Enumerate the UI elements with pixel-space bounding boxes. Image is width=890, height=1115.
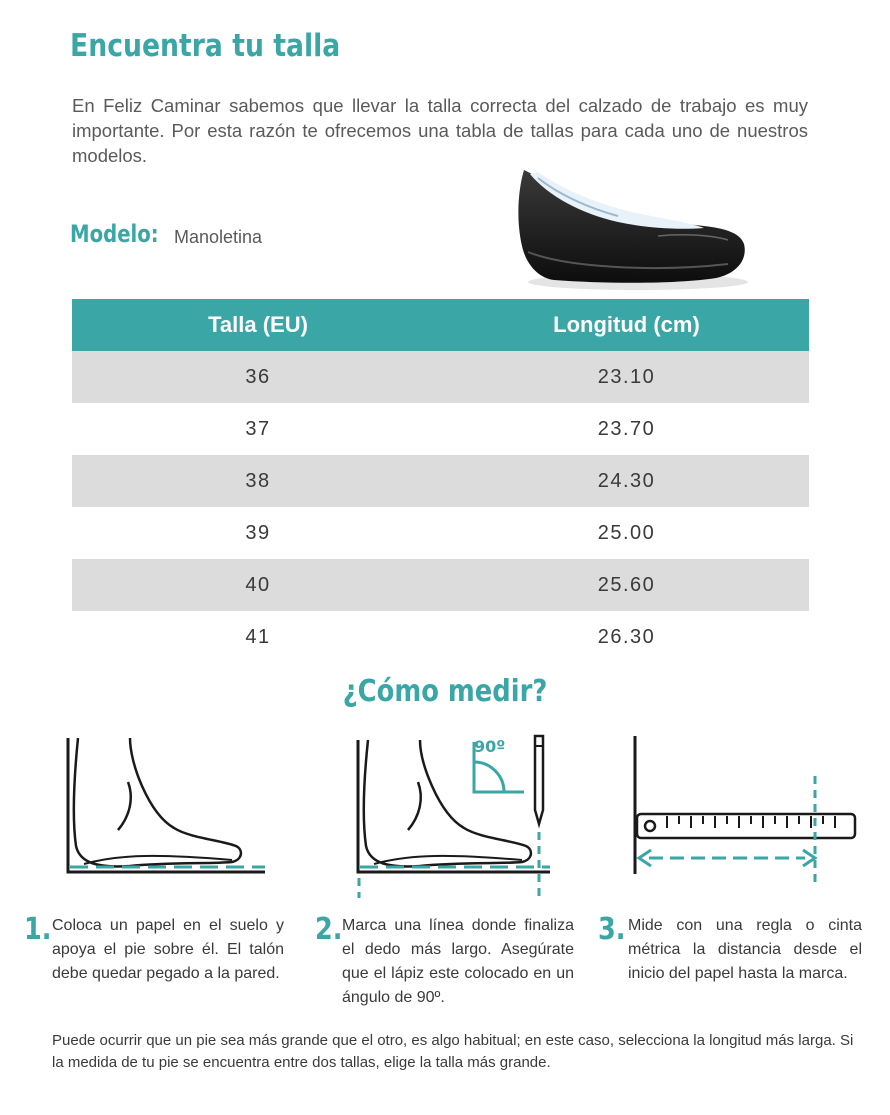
length-cell: 25.60 [444, 559, 809, 611]
length-cell: 26.30 [597, 625, 656, 648]
step-2-number: 2. [315, 912, 343, 947]
size-cell: 39 [245, 521, 271, 544]
size-cell: 36 [72, 351, 444, 403]
size-cell: 37 [245, 417, 271, 440]
table-row [72, 559, 809, 611]
size-cell: 38 [72, 455, 444, 507]
size-cell: 40 [72, 559, 444, 611]
table-row [72, 507, 809, 559]
step-3-text: Mide con una regla o cinta métrica la distancia desde el inicio del papel hasta la marca. [628, 917, 862, 982]
table-header-row [72, 299, 809, 351]
foot-mark-pencil-icon [350, 728, 560, 898]
foot-on-paper-icon [60, 728, 275, 888]
page-title: Encuentra tu talla [70, 28, 341, 64]
how-to-measure-title: ¿Cómo medir? [342, 674, 548, 709]
table-row [72, 611, 809, 663]
ruler-measure-icon [625, 728, 865, 888]
model-label: Modelo: [70, 220, 159, 248]
size-table [72, 299, 809, 663]
shoe-image [508, 160, 748, 300]
model-value: Manoletina [174, 227, 263, 247]
footnote: Puede ocurrir que un pie sea más grande que el otro, es algo habitual; en este caso, selecciona la longitud más larga. Si la medida de tu pie se encuentra entre dos tallas, elige la talla más grande. [52, 1032, 854, 1071]
table-row [72, 455, 809, 507]
angle-label: 90º [474, 737, 506, 756]
column-header-length: Longitud (cm) [444, 299, 809, 351]
pencil-icon [535, 736, 543, 824]
length-cell: 25.00 [597, 521, 656, 544]
step-2-text: Marca una línea donde finaliza el dedo más largo. Asegúrate que el lápiz este colocado en un ángulo de 90º. [342, 917, 574, 1006]
step-1-text: Coloca un papel en el suelo y apoya el pie sobre él. El talón debe quedar pegado a la pared. [52, 917, 284, 982]
size-cell: 41 [245, 625, 271, 648]
column-header-size: Talla (EU) [72, 299, 444, 351]
length-cell: 24.30 [444, 455, 809, 507]
step-1-number: 1. [24, 912, 52, 947]
table-row [72, 351, 809, 403]
intro-text: En Feliz Caminar sabemos que llevar la talla correcta del calzado de trabajo es muy importante. Por esta razón te ofrecemos una tabla de tallas para cada uno de nuestros modelos. [72, 95, 808, 166]
length-cell: 23.10 [444, 351, 809, 403]
length-cell: 23.70 [597, 417, 656, 440]
step-3-number: 3. [598, 912, 626, 947]
table-row [72, 403, 809, 455]
